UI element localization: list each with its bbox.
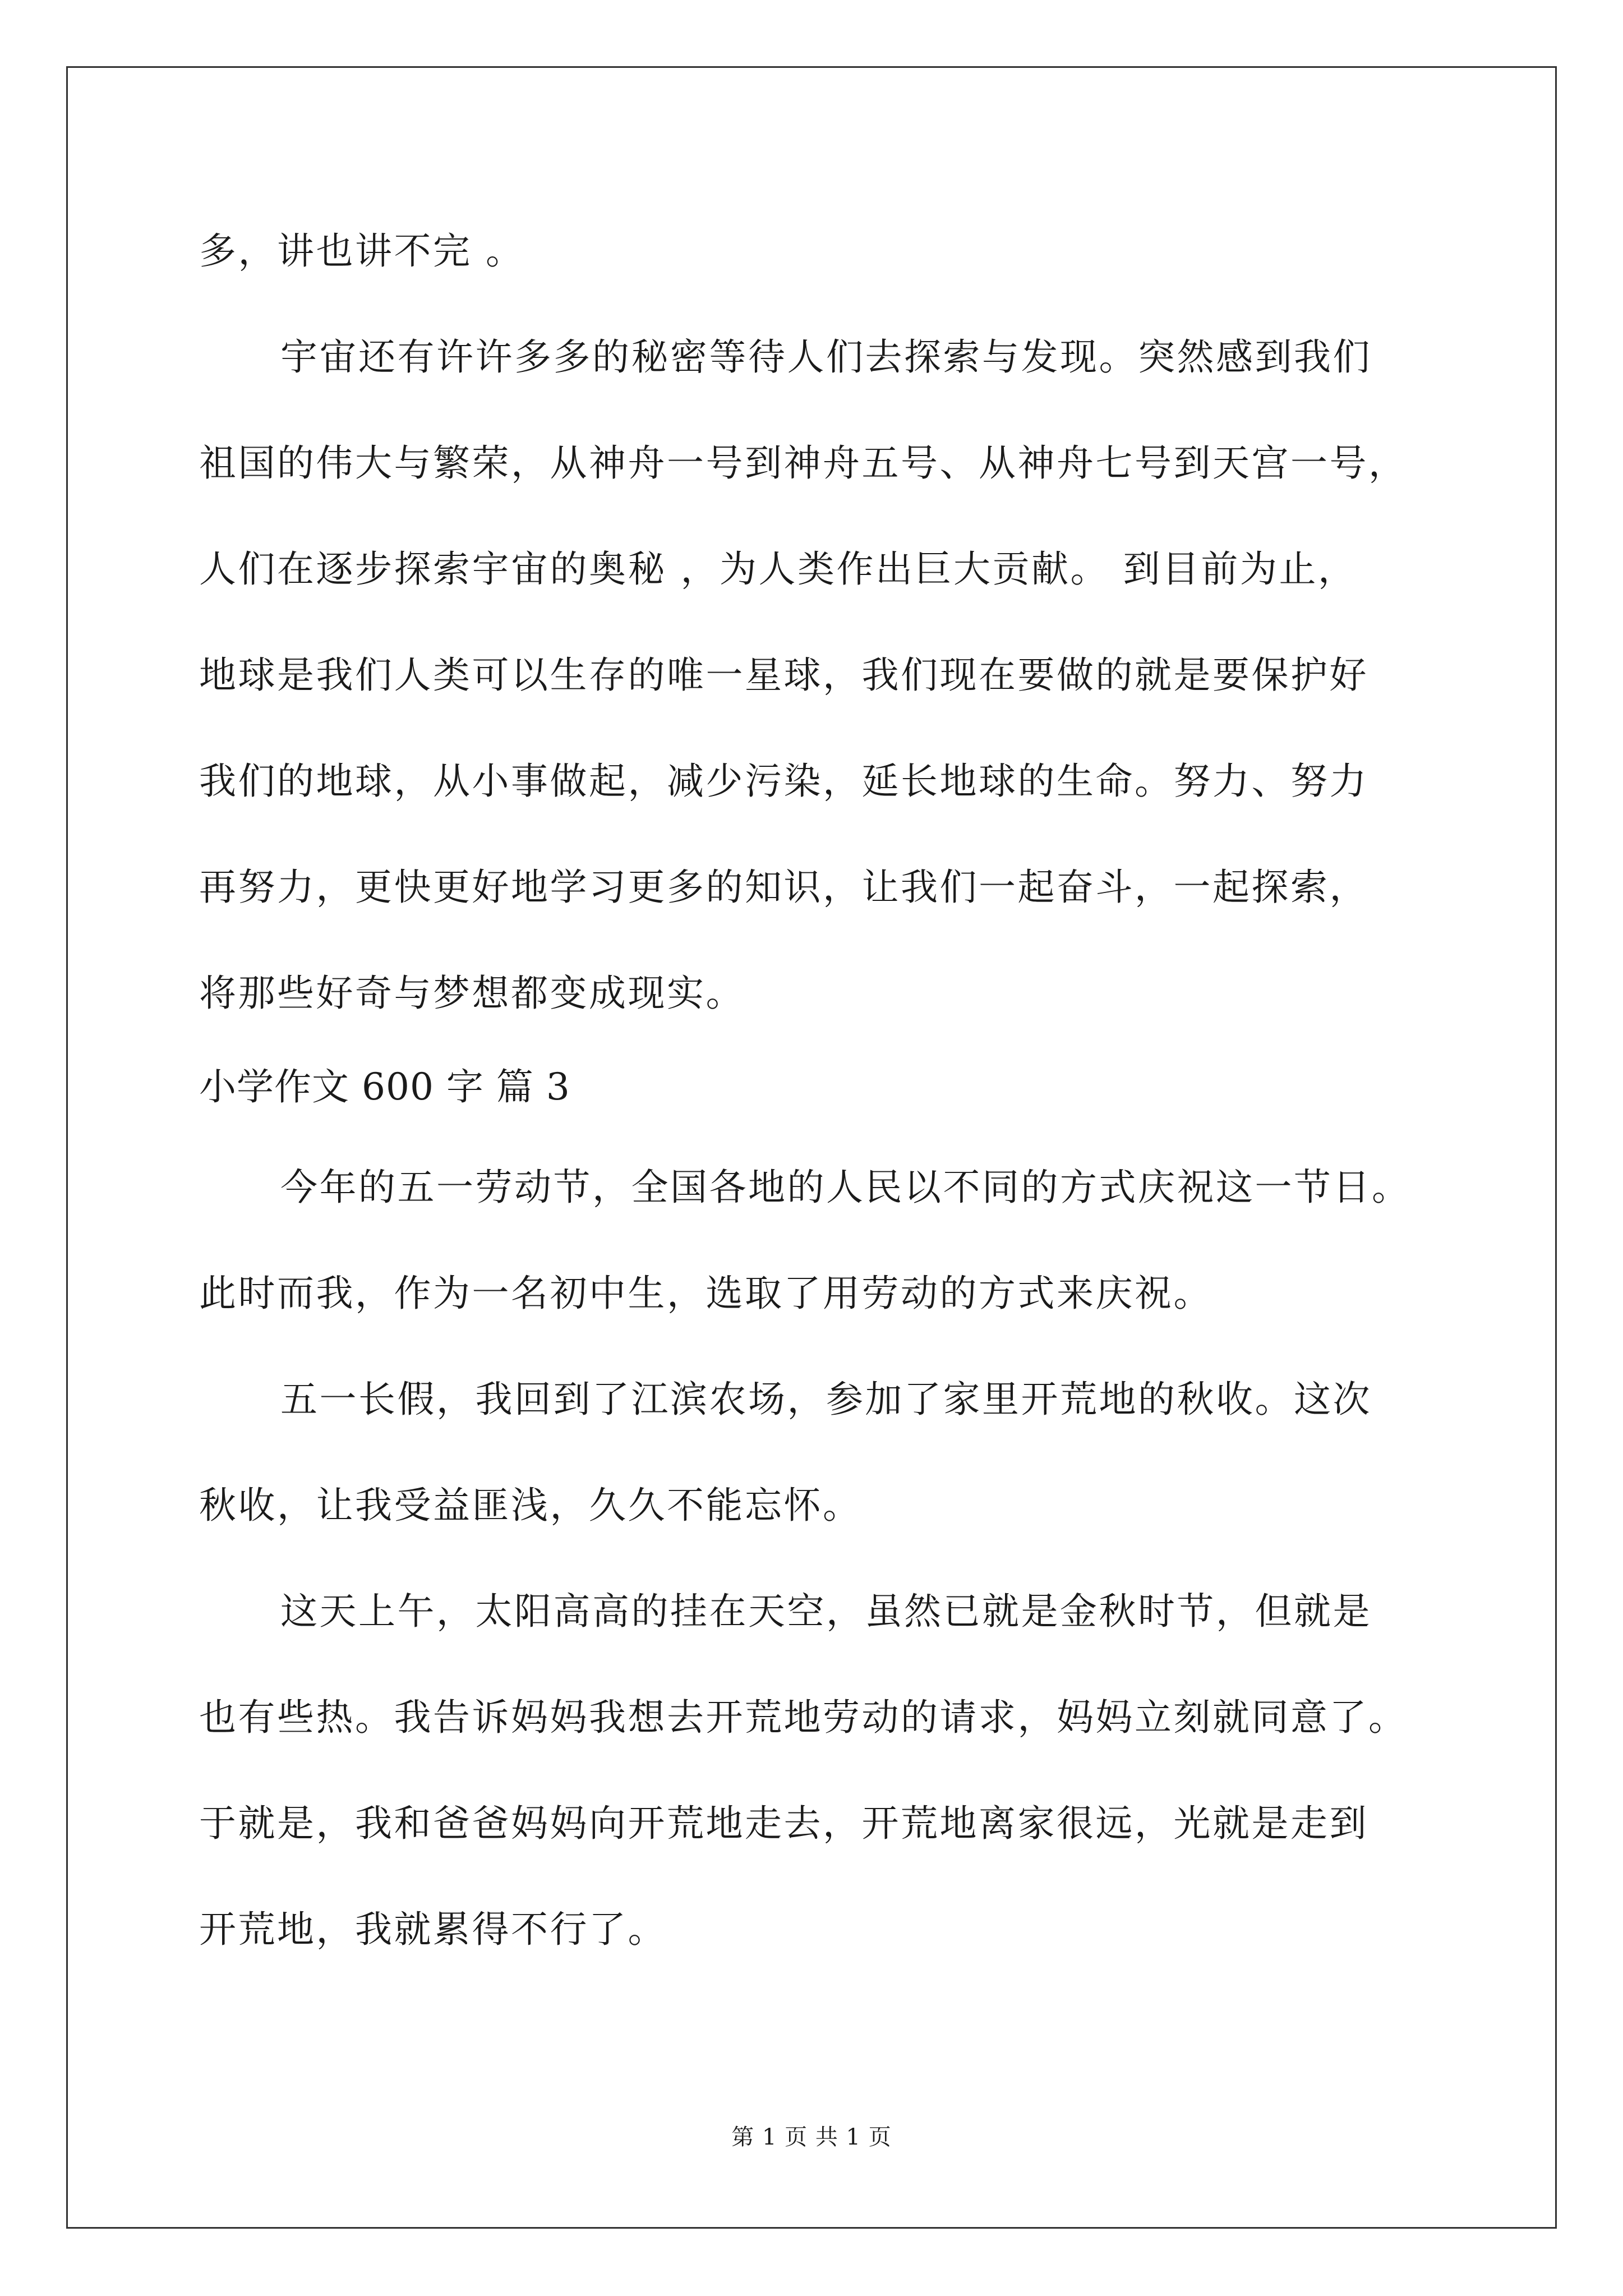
paragraph-start-line: 五一长假，我回到了江滨农场，参加了家里开荒地的秋收。这次 [280, 1378, 1372, 1421]
text-line: 开荒地，我就累得不行了。 [199, 1908, 667, 1951]
text-line: 多，讲也讲不完 。 [199, 229, 525, 273]
section-heading: 小学作文 600 字 篇 3 [199, 1065, 570, 1108]
text-line: 地球是我们人类可以生存的唯一星球，我们现在要做的就是要保护好 [199, 654, 1368, 697]
text-line: 于就是，我和爸爸妈妈向开荒地走去，开荒地离家很远，光就是走到 [199, 1802, 1368, 1845]
page-number-footer: 第 1 页 共 1 页 [731, 2124, 892, 2150]
text-line: 秋收，让我受益匪浅，久久不能忘怀。 [199, 1484, 862, 1527]
paragraph-start-line: 这天上午，太阳高高的挂在天空，虽然已就是金秋时节，但就是 [280, 1590, 1372, 1633]
text-line: 我们的地球，从小事做起，减少污染，延长地球的生命。努力、努力 [199, 760, 1368, 803]
text-line: 将那些好奇与梦想都变成现实。 [199, 972, 745, 1015]
text-line: 人们在逐步探索宇宙的奥秘 ，为人类作出巨大贡献。 到目前为止， [199, 547, 1357, 591]
text-line: 也有些热。我告诉妈妈我想去开荒地劳动的请求，妈妈立刻就同意了。 [199, 1696, 1408, 1739]
text-line: 祖国的伟大与繁荣，从神舟一号到神舟五号、从神舟七号到天宫一号， [199, 441, 1408, 485]
page-border [66, 66, 1557, 2229]
text-line: 再努力，更快更好地学习更多的知识，让我们一起奋斗，一起探索， [199, 866, 1368, 909]
paragraph-start-line: 宇宙还有许许多多的秘密等待人们去探索与发现。突然感到我们 [280, 335, 1372, 379]
text-line: 此时而我，作为一名初中生，选取了用劳动的方式来庆祝。 [199, 1272, 1212, 1315]
paragraph-start-line: 今年的五一劳动节，全国各地的人民以不同的方式庆祝这一节日。 [280, 1166, 1411, 1209]
